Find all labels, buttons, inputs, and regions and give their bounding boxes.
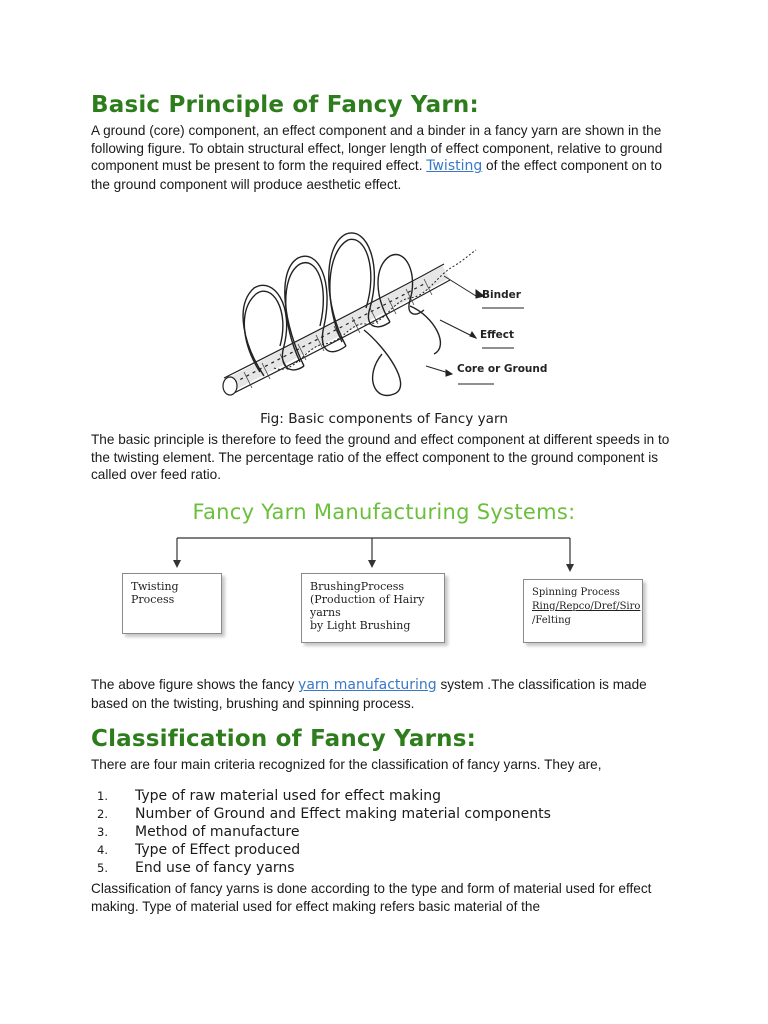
list-item-number: 5. xyxy=(97,861,108,875)
heading-manufacturing-systems: Fancy Yarn Manufacturing Systems: xyxy=(192,500,576,524)
paragraph-classification-intro: There are four main criteria recognized for the classification of fancy yarns. They are, xyxy=(91,757,602,772)
list-item-text: Number of Ground and Effect making material components xyxy=(135,806,551,822)
paragraph-intro xyxy=(91,122,681,193)
box-brushing-line3: by Light Brushing xyxy=(310,619,411,632)
box-twisting-line2: Process xyxy=(131,593,175,606)
box-brushing-line1: BrushingProcess xyxy=(310,580,405,593)
box-twisting-line1: Twisting xyxy=(131,580,179,593)
paragraph-basic-principle: The basic principle is therefore to feed the ground and effect component at different speeds in to the twisting element. The percentage ratio of the effect component to the ground component is called over feed ratio. xyxy=(91,432,670,483)
list-item-text: Type of raw material used for effect making xyxy=(135,788,441,804)
manufacturing-flowchart xyxy=(110,530,670,648)
list-item-number: 1. xyxy=(97,789,108,803)
fancy-yarn-diagram xyxy=(214,226,554,410)
list-item-number: 2. xyxy=(97,807,108,821)
intro-text-start: A ground (core) component, an effect component and a binder in a fancy yarn are shown in the following figure. To obtain structural effect, longer length of effect component, relative to ground component must be present to form the required effect. xyxy=(91,123,663,174)
list-item xyxy=(91,823,551,841)
list-item-number: 3. xyxy=(97,825,108,839)
box-spinning-line2: Ring/Repco/Dref/Siro xyxy=(532,601,641,612)
list-item-text: Type of Effect produced xyxy=(135,842,301,858)
heading-classification: Classification of Fancy Yarns: xyxy=(91,726,477,752)
list-item-text: Method of manufacture xyxy=(135,824,300,840)
intro-text-end: of the effect component on to the ground component will produce aesthetic effect. xyxy=(91,158,662,192)
list-item xyxy=(91,859,551,877)
link-yarn-manufacturing[interactable]: yarn manufacturing xyxy=(298,677,437,693)
list-item-text: End use of fancy yarns xyxy=(135,860,295,876)
criteria-list xyxy=(91,787,551,877)
box-spinning-process xyxy=(523,579,643,643)
label-effect: Effect xyxy=(480,329,515,341)
list-item xyxy=(91,841,551,859)
box-twisting-process xyxy=(122,573,222,634)
link-twisting[interactable]: Twisting xyxy=(426,158,483,175)
list-item-number: 4. xyxy=(97,843,108,857)
label-core-or-ground: Core or Ground xyxy=(457,363,548,375)
box-spinning-line3: /Felting xyxy=(532,615,571,626)
list-item xyxy=(91,787,551,805)
paragraph-manufacturing xyxy=(91,676,681,712)
box-brushing-line2: (Production of Hairy yarns xyxy=(310,593,425,619)
box-spinning-line1: Spinning Process xyxy=(532,587,620,598)
manufacturing-text-end: system .The classification is made based on the twisting, brushing and spinning process. xyxy=(91,677,647,711)
label-binder: Binder xyxy=(482,289,521,301)
heading-basic-principle: Basic Principle of Fancy Yarn: xyxy=(91,92,479,118)
box-brushing-process xyxy=(301,573,445,643)
figure-caption: Fig: Basic components of Fancy yarn xyxy=(260,411,508,427)
list-item xyxy=(91,805,551,823)
paragraph-classification-closing: Classification of fancy yarns is done according to the type and form of material used for effect making. Type of material used for effect making refers basic material of the xyxy=(91,881,652,914)
manufacturing-text-start: The above figure shows the fancy xyxy=(91,677,299,692)
